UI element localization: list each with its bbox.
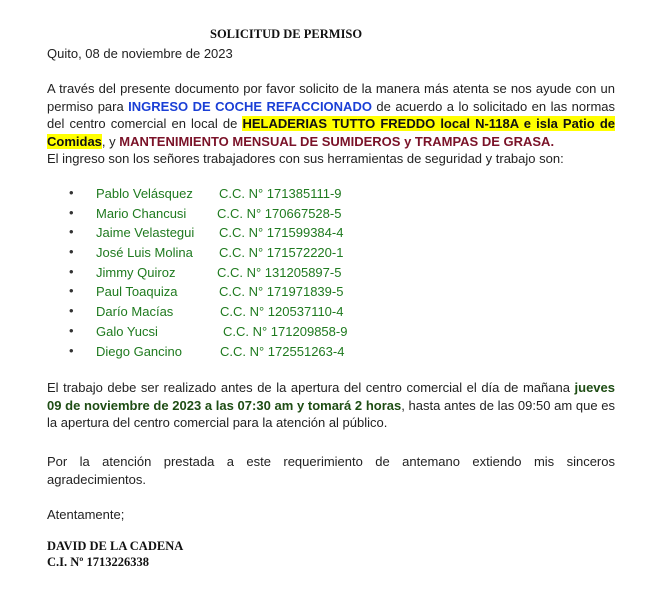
schedule-text-2: , hasta antes de las 09:50 am que es la apertura del centro comercial para la atención al público. xyxy=(47,397,615,430)
page-title: SOLICITUD DE PERMISO xyxy=(210,27,363,41)
request-highlight-maintenance: MANTENIMIENTO MENSUAL DE SUMIDEROS y TRAMPAS DE GRASA. xyxy=(119,133,555,149)
schedule-paragraph xyxy=(47,379,615,432)
worker-name: Diego Gancino xyxy=(96,343,182,359)
bullet-icon: • xyxy=(69,204,74,220)
closing-line: Atentamente; xyxy=(47,507,125,522)
request-paragraph xyxy=(47,80,615,168)
worker-id: C.C. N° 170667528-5 xyxy=(217,205,342,221)
worker-id: C.C. N° 172551263-4 xyxy=(220,343,345,359)
date-line: Quito, 08 de noviembre de 2023 xyxy=(47,46,233,61)
worker-name: José Luis Molina xyxy=(96,245,193,261)
bullet-icon: • xyxy=(69,283,74,299)
bullet-icon: • xyxy=(69,322,74,338)
request-text-3: , y xyxy=(101,133,120,149)
request-text-4: El ingreso son los señores trabajadores con sus herramientas de seguridad y trabajo son: xyxy=(47,151,564,166)
bullet-icon: • xyxy=(69,342,74,358)
thanks-paragraph: Por la atención prestada a este requerimiento de antemano extiendo mis sinceros agradecimientos. xyxy=(47,454,615,487)
worker-id: C.C. N° 131205897-5 xyxy=(217,264,342,280)
signature-block xyxy=(47,538,183,570)
worker-name: Jaime Velastegui xyxy=(96,225,195,241)
request-text-2: de acuerdo a lo solicitado en las normas del centro comercial en local de xyxy=(47,98,615,131)
worker-id: C.C. N° 171209858-9 xyxy=(223,323,348,339)
request-highlight-vehicle: INGRESO DE COCHE REFACCIONADO xyxy=(128,98,372,114)
signature-name: DAVID DE LA CADENA xyxy=(47,539,184,553)
schedule-highlight: jueves 09 de noviembre de 2023 a las 07:30 am y tomará 2 horas xyxy=(47,380,615,413)
request-text-1: A través del presente documento por favor solicito de la manera más atenta se nos ayude con un permiso para xyxy=(47,81,615,114)
worker-name: Darío Macías xyxy=(96,304,174,320)
schedule-text-1: El trabajo debe ser realizado antes de la apertura del centro comercial el día de mañana xyxy=(47,380,575,395)
worker-id: C.C. N° 171572220-1 xyxy=(219,245,344,261)
worker-name: Paul Toaquiza xyxy=(96,284,178,300)
bullet-icon: • xyxy=(69,303,74,319)
bullet-icon: • xyxy=(69,244,74,260)
worker-id: C.C. N° 120537110-4 xyxy=(220,304,344,320)
signature-id: C.I. Nº 1713226338 xyxy=(47,555,150,569)
worker-name: Jimmy Quiroz xyxy=(96,264,176,280)
worker-id: C.C. N° 171385111-9 xyxy=(219,186,342,201)
worker-id: C.C. N° 171599384-4 xyxy=(219,225,344,241)
worker-name: Pablo Velásquez xyxy=(96,186,193,201)
worker-name: Mario Chancusi xyxy=(96,205,187,221)
bullet-icon: • xyxy=(69,263,74,279)
worker-id: C.C. N° 171971839-5 xyxy=(219,284,344,300)
bullet-icon: • xyxy=(69,224,74,240)
request-highlight-store: HELADERIAS TUTTO FREDDO local N-118A e isla Patio de Comidas xyxy=(47,116,616,149)
worker-name: Galo Yucsi xyxy=(96,323,158,339)
bullet-icon: • xyxy=(69,185,74,200)
